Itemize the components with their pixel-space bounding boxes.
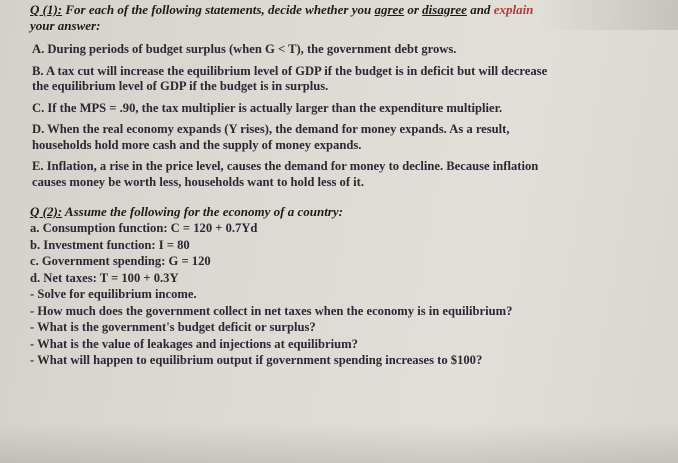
q2-item-a: a. Consumption function: C = 120 + 0.7Yd — [30, 221, 258, 235]
q1-or: or — [404, 2, 423, 17]
q2-number: Q (2): — [30, 204, 63, 219]
q2-task-4: - What is the value of leakages and injections at equilibrium? — [30, 336, 358, 351]
q2-task-2: - How much does the government collect in net taxes when the economy is in equilibrium? — [30, 303, 513, 318]
q2-item-b: b. Investment function: I = 80 — [30, 237, 190, 252]
q1-explain: explain — [493, 2, 534, 17]
q2-task-5: - What will happen to equilibrium output if government spending increases to $100? — [30, 353, 483, 367]
q2-item-d: d. Net taxes: T = 100 + 0.3Y — [30, 270, 179, 285]
q1-and: and — [466, 2, 494, 17]
q2-heading — [30, 204, 660, 220]
q1-statement-e-line1: E. Inflation, a rise in the price level, causes the demand for money to decline. Because inflation — [32, 159, 539, 173]
q1-agree: agree — [374, 2, 405, 17]
q1-heading-line2: your answer: — [30, 18, 101, 33]
q1-statement-e-line2: causes money be worth less, households want to hold less of it. — [32, 174, 365, 189]
q1-statement-a: A. During periods of budget surplus (when G < T), the government debt grows. — [32, 42, 457, 56]
q1-statement-d-line1: D. When the real economy expands (Y rises), the demand for money expands. As a result, — [32, 122, 510, 136]
q1-statement-b-line1: B. A tax cut will increase the equilibrium level of GDP if the budget is in deficit but will decrease — [32, 63, 548, 78]
q2-task-3: - What is the government's budget deficit or surplus? — [30, 320, 316, 334]
q1-statement-c: C. If the MPS = .90, the tax multiplier is actually larger than the expenditure multiplier. — [32, 100, 503, 115]
worksheet-content — [30, 2, 660, 369]
q1-prompt-start: For each of the following statements, decide whether you — [65, 2, 375, 17]
q1-heading — [30, 2, 660, 18]
q2-prompt: Assume the following for the economy of a country: — [62, 204, 343, 219]
q1-statement-d-line2: households hold more cash and the supply of money expands. — [32, 137, 362, 152]
q1-statement-b-line2: the equilibrium level of GDP if the budget is in surplus. — [32, 79, 329, 93]
page-shadow-bottom — [0, 423, 678, 463]
q2-task-1: - Solve for equilibrium income. — [30, 287, 197, 301]
q2-item-c: c. Government spending: G = 120 — [30, 254, 211, 268]
q1-disagree: disagree — [422, 2, 467, 17]
q1-number: Q (1): — [30, 2, 63, 17]
